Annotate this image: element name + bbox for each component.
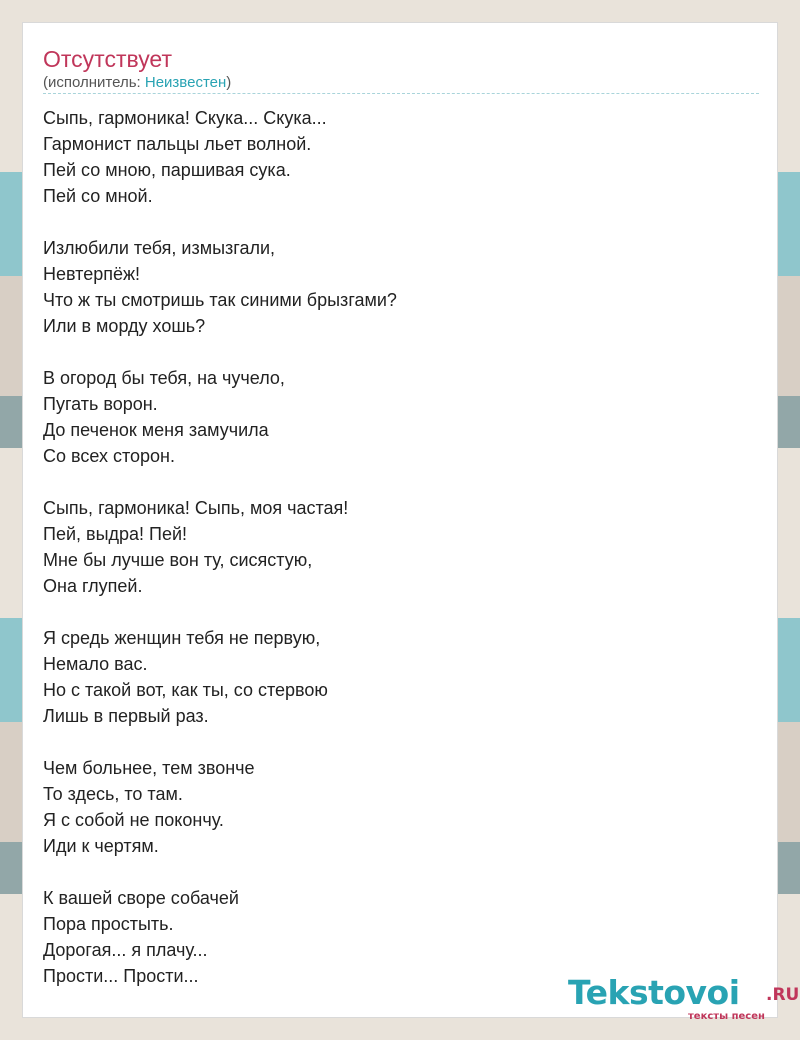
lyrics-body — [43, 105, 759, 1015]
lyric-line: Иди к чертям. — [43, 836, 159, 856]
lyric-line: Гармонист пальцы льет волной. — [43, 134, 312, 154]
site-logo[interactable] — [568, 973, 798, 1023]
lyrics-card — [22, 22, 800, 1022]
lyric-line: Или в морду хошь? — [43, 316, 206, 336]
lyric-line: Она глупей. — [43, 576, 143, 596]
logo-tagline: тексты песен — [688, 1011, 765, 1022]
lyric-line: Но с такой вот, как ты, со стервою — [43, 680, 328, 700]
logo-domain: .RU — [766, 985, 800, 1005]
lyric-line: Что ж ты смотришь так синими брызгами? — [43, 290, 397, 310]
lyric-line: Сыпь, гармоника! Сыпь, моя частая! — [43, 498, 349, 518]
lyric-line: Лишь в первый раз. — [43, 706, 209, 726]
song-title: Отсутствует — [43, 46, 172, 72]
lyric-line: В огород бы тебя, на чучело, — [43, 368, 285, 388]
lyric-line: Пей со мной. — [43, 186, 153, 206]
lyrics-stanza — [43, 495, 759, 599]
artist-prefix: (исполнитель: — [43, 74, 145, 91]
lyric-line: Излюбили тебя, измызгали, — [43, 238, 276, 258]
lyric-line: Прости... Прости... — [43, 966, 199, 986]
lyric-line: Я с собой не покончу. — [43, 810, 224, 830]
lyric-line: Пугать ворон. — [43, 394, 158, 414]
lyric-line: До печенок меня замучила — [43, 420, 269, 440]
lyrics-stanza — [43, 755, 759, 859]
lyric-line: Немало вас. — [43, 654, 148, 674]
lyric-line: Пора простыть. — [43, 914, 174, 934]
lyric-line: Пей, выдра! Пей! — [43, 524, 188, 544]
lyrics-stanza — [43, 235, 759, 339]
lyrics-stanza — [43, 105, 759, 209]
lyric-line: То здесь, то там. — [43, 784, 183, 804]
artist-suffix: ) — [226, 74, 232, 91]
divider — [43, 93, 759, 94]
lyric-line: К вашей своре собачей — [43, 888, 239, 908]
lyrics-stanza — [43, 365, 759, 469]
lyrics-stanza — [43, 625, 759, 729]
lyric-line: Чем больнее, тем звонче — [43, 758, 255, 778]
artist-line — [43, 74, 231, 92]
artist-link[interactable]: Неизвестен — [144, 74, 227, 91]
lyric-line: Мне бы лучше вон ту, сисястую, — [43, 550, 313, 570]
lyric-line: Дорогая... я плачу... — [43, 940, 208, 960]
lyric-line: Со всех сторон. — [43, 446, 176, 466]
logo-name: Tekstovoi — [568, 973, 740, 1012]
lyric-line: Невтерпёж! — [43, 264, 141, 284]
lyric-line: Сыпь, гармоника! Скука... Скука... — [43, 108, 327, 128]
lyric-line: Пей со мною, паршивая сука. — [43, 160, 291, 180]
lyric-line: Я средь женщин тебя не первую, — [43, 628, 321, 648]
